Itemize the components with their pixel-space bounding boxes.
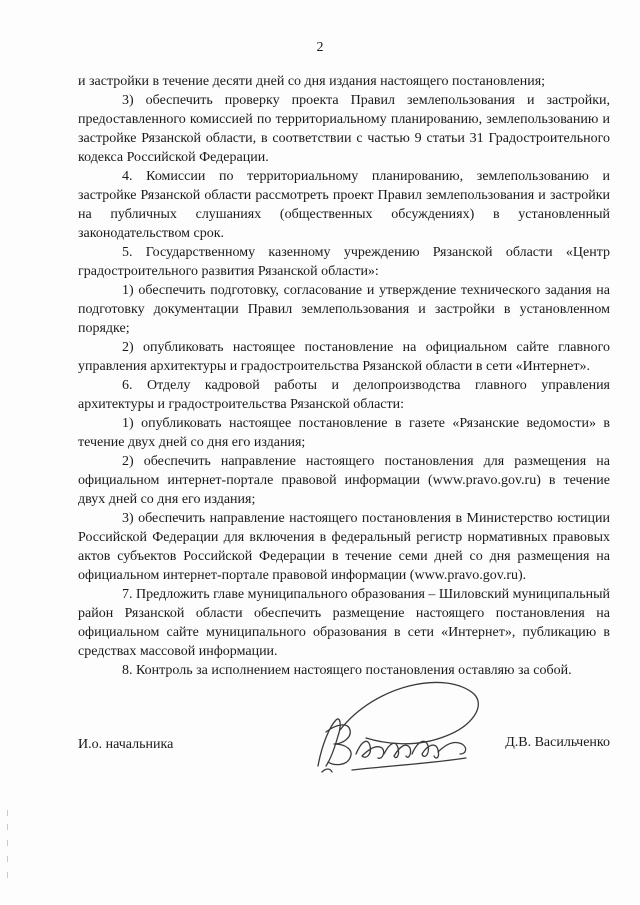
paragraph: 2) обеспечить направление настоящего постановления для размещения на официальном интернет-портале правовой информации (www.pravo.gov.ru) в течение двух дней со дня его издания; bbox=[78, 454, 610, 507]
paragraph: 3) обеспечить направление настоящего постановления в Министерство юстиции Российской Федерации для включения в федеральный регистр нормативных правовых актов субъектов Российской Федерации в течение семи дней со дня размещения на официальном интернет-портале правовой информации (www.pravo.gov.ru). bbox=[78, 511, 610, 583]
paragraph: 7. Предложить главе муниципального образования – Шиловский муниципальный район Рязанской области обеспечить размещение настоящего постановления на официальном сайте муниципального образования в сети «Интернет», публикацию в средствах массовой информации. bbox=[78, 587, 610, 659]
signatory-title: И.о. начальника bbox=[78, 737, 174, 752]
paragraph: 5. Государственному казенному учреждению Рязанской области «Центр градостроительного развития Рязанской области»: bbox=[78, 245, 610, 279]
paragraph: 3) обеспечить проверку проекта Правил землепользования и застройки, предоставленного комиссией по территориальному планированию, землепользованию и застройке Рязанской области, в соответствии с частью 9 статьи 31 Градостроительного кодекса Российской Федерации. bbox=[78, 93, 610, 165]
paragraph: 8. Контроль за исполнением настоящего постановления оставляю за собой. bbox=[122, 663, 572, 678]
paragraph: и застройки в течение десяти дней со дня издания настоящего постановления; bbox=[78, 74, 546, 89]
paragraph: 1) опубликовать настоящее постановление в газете «Рязанские ведомости» в течение двух дней со дня его издания; bbox=[78, 416, 610, 450]
page-number: 2 bbox=[316, 40, 324, 55]
paragraph: 6. Отделу кадровой работы и делопроизводства главного управления архитектуры и градостроительства Рязанской области: bbox=[78, 378, 610, 412]
signatory-name: Д.В. Васильченко bbox=[505, 735, 610, 750]
document-body bbox=[78, 72, 610, 680]
paragraph: 1) обеспечить подготовку, согласование и утверждение технического задания на подготовку документации Правил землепользования и застройки в установленном порядке; bbox=[78, 283, 610, 336]
paragraph: 4. Комиссии по территориальному планированию, землепользованию и застройке Рязанской области рассмотреть проект Правил землепользования и застройки на публичных слушаниях (общественных обсуждениях) в установленный законодательством срок. bbox=[78, 169, 610, 241]
handwritten-signature bbox=[296, 674, 486, 784]
paragraph: 2) опубликовать настоящее постановление на официальном сайте главного управления архитектуры и градостроительства Рязанской области в сети «Интернет». bbox=[78, 340, 610, 374]
scan-margin-mark bbox=[6, 810, 9, 890]
